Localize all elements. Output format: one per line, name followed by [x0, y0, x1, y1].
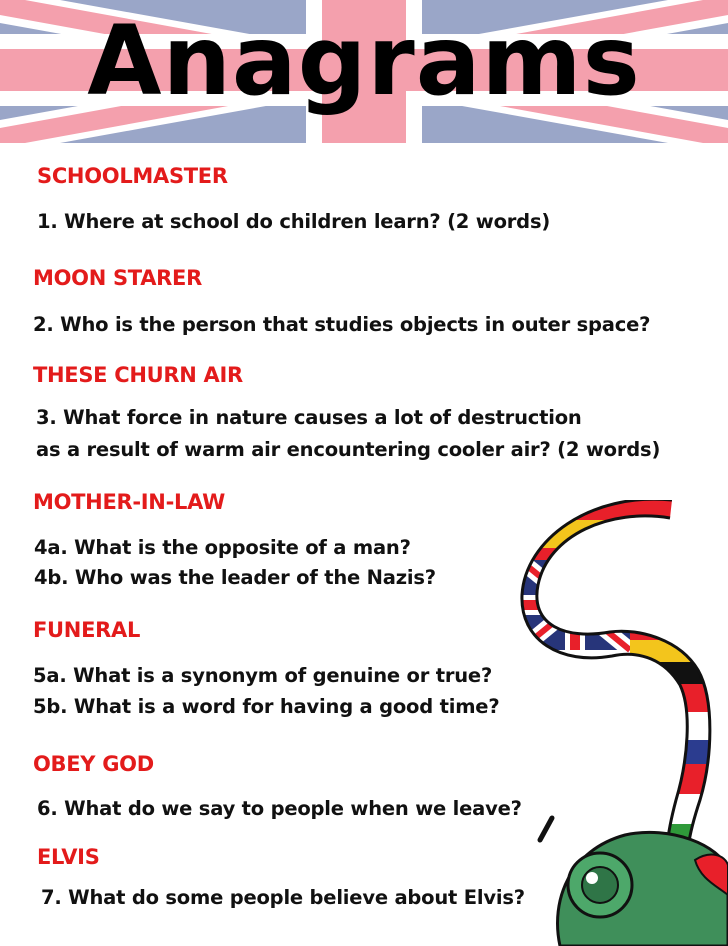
question-line: 5a. What is a synonym of genuine or true? [33, 664, 493, 687]
anagram-word: FUNERAL [33, 618, 141, 642]
question-line: as a result of warm air encountering cooler air? (2 words) [36, 438, 661, 461]
anagram-word: MOON STARER [33, 266, 202, 290]
question-line: 7. What do some people believe about Elvis? [41, 886, 525, 909]
question-line: 3. What force in nature causes a lot of destruction [36, 406, 582, 429]
anagram-word: SCHOOLMASTER [37, 164, 228, 188]
anagram-word: ELVIS [37, 845, 100, 869]
question-line: 4b. Who was the leader of the Nazis? [34, 566, 436, 589]
question-line: 4a. What is the opposite of a man? [34, 536, 411, 559]
page-title: Anagrams [87, 5, 641, 117]
question-line: 1. Where at school do children learn? (2 words) [37, 210, 551, 233]
question-line: 5b. What is a word for having a good time? [33, 695, 500, 718]
anagram-word: MOTHER-IN-LAW [33, 490, 225, 514]
anagram-word: OBEY GOD [33, 752, 154, 776]
anagram-word: THESE CHURN AIR [33, 363, 243, 387]
chameleon-mascot-illustration [520, 500, 728, 946]
question-line: 2. Who is the person that studies objects in outer space? [33, 313, 651, 336]
question-line: 6. What do we say to people when we leave? [37, 797, 522, 820]
